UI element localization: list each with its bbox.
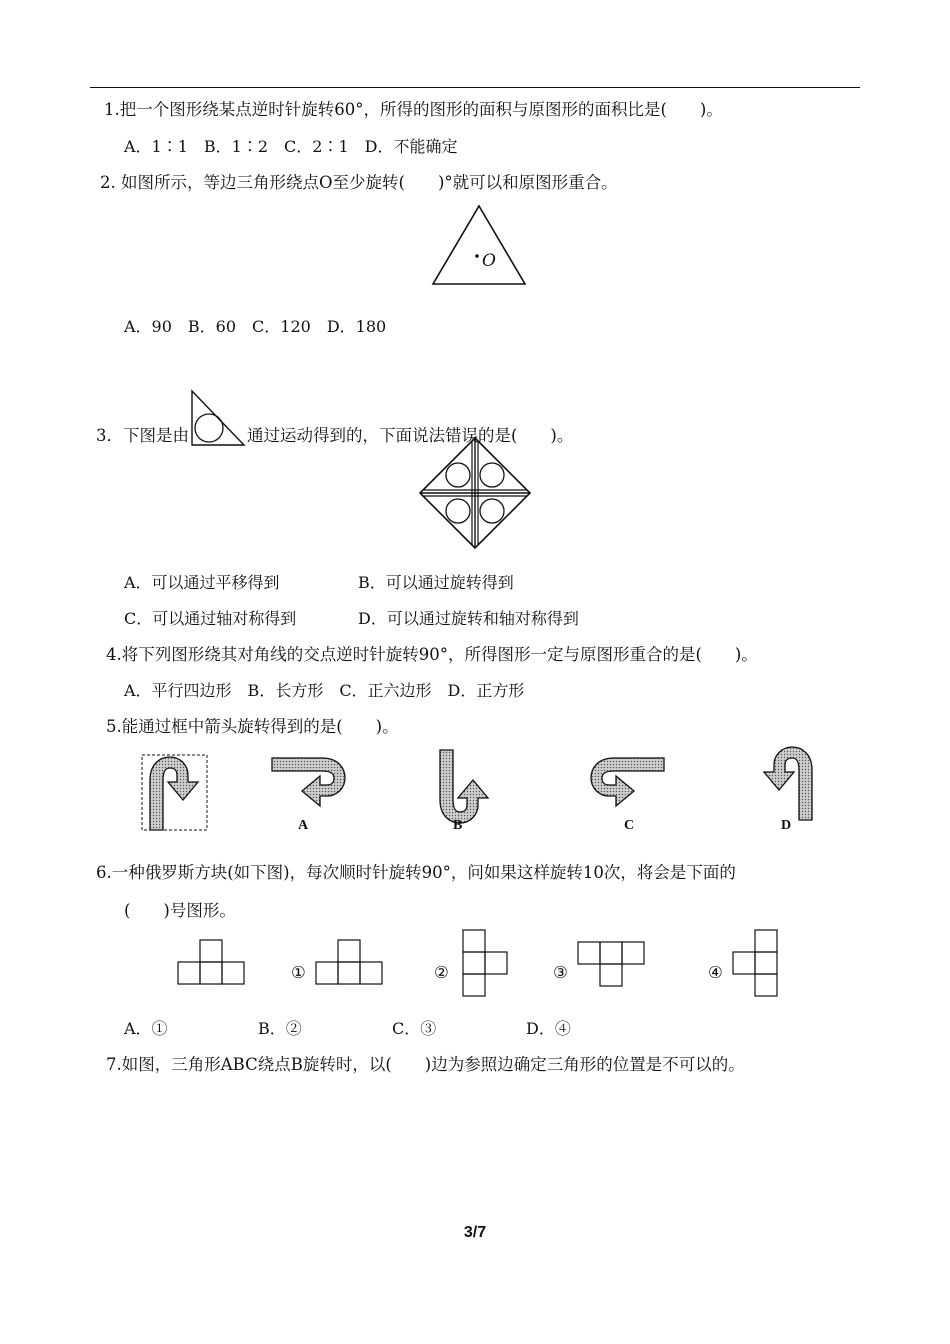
- q5-original-arrow: [141, 754, 209, 832]
- q5-arrow-c: [588, 752, 668, 812]
- q5-text: 5.能通过框中箭头旋转得到的是( )。: [106, 717, 399, 736]
- q2-text: 2. 如图所示，等边三角形绕点O至少旋转( )°就可以和原图形重合。: [100, 173, 618, 192]
- q3-text-before: 3．下图是由: [96, 426, 189, 445]
- q5-arrow-a: [268, 752, 348, 812]
- q6-text-line1: 6.一种俄罗斯方块(如下图)，每次顺时针旋转90°，问如果这样旋转10次，将会是下面的: [96, 863, 736, 882]
- q1-options: A．1∶1 B．1∶2 C．2∶1 D．不能确定: [124, 137, 458, 156]
- q6-text-line2: ( )号图形。: [124, 901, 236, 920]
- q6-marker-2: ②: [434, 963, 449, 982]
- diamond-four-triangles-figure: [418, 436, 532, 550]
- q1-text: 1.把一个图形绕某点逆时针旋转60°，所得的图形的面积与原图形的面积比是( )。: [104, 100, 723, 119]
- tetromino-option-1: [314, 938, 384, 988]
- q5-label-a: A: [298, 818, 309, 833]
- q6-option-b: B．②: [258, 1019, 302, 1038]
- q6-option-c: C．③: [392, 1019, 437, 1038]
- q7-text: 7.如图，三角形ABC绕点B旋转时，以( )边为参照边确定三角形的位置是不可以的。: [106, 1055, 745, 1074]
- q5-arrow-d: [756, 744, 818, 824]
- q3-option-a: A．可以通过平移得到: [124, 573, 280, 592]
- q6-option-a: A．①: [124, 1019, 168, 1038]
- equilateral-triangle-figure: [430, 204, 530, 288]
- tetromino-base: [176, 938, 246, 988]
- triangle-with-circle-icon: [190, 389, 246, 447]
- q3-option-d: D．可以通过旋转和轴对称得到: [358, 609, 579, 628]
- q3-option-c: C．可以通过轴对称得到: [124, 609, 297, 628]
- q4-text: 4.将下列图形绕其对角线的交点逆时针旋转90°，所得图形一定与原图形重合的是( )。: [106, 645, 758, 664]
- q5-label-b: B: [453, 818, 463, 833]
- q3-text-after: 通过运动得到的，下面说法错误的是( )。: [247, 426, 574, 445]
- q4-options: A．平行四边形 B．长方形 C．正六边形 D．正方形: [124, 681, 525, 700]
- page-number: 3/7: [463, 1224, 487, 1241]
- tetromino-option-4: [730, 928, 782, 1000]
- point-o-label: O: [482, 251, 496, 271]
- q5-arrow-b: [432, 746, 492, 826]
- q6-marker-3: ③: [553, 963, 568, 982]
- q6-marker-1: ①: [291, 963, 306, 982]
- q3-option-b: B．可以通过旋转得到: [358, 573, 514, 592]
- q5-label-c: C: [624, 818, 635, 833]
- q5-label-d: D: [781, 818, 792, 833]
- q2-options: A．90 B．60 C．120 D．180: [124, 317, 387, 336]
- tetromino-option-3: [576, 940, 646, 990]
- tetromino-option-2: [460, 928, 512, 1000]
- q6-marker-4: ④: [708, 963, 723, 982]
- q6-option-d: D．④: [526, 1019, 571, 1038]
- header-rule: [90, 87, 860, 88]
